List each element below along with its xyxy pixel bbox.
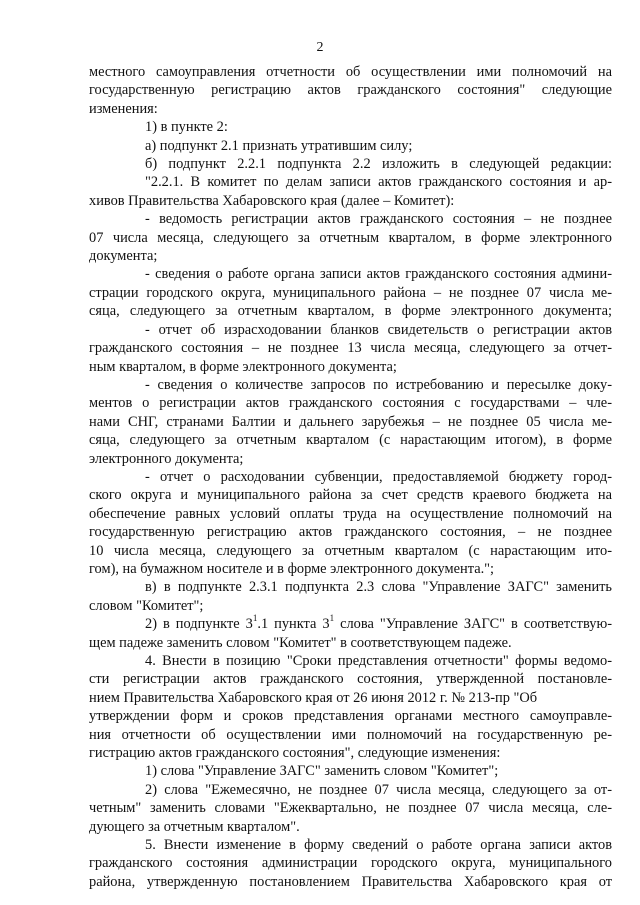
text-line: б) подпункт 2.2.1 подпункта 2.2 изложить в следующей редакции: [145,156,612,173]
superscript: 1 [329,613,335,624]
text-line: сти регистрации актов гражданского состояния, утвержденной постановле- [89,671,612,688]
text-line: документа; [89,248,158,265]
document-body [89,63,612,891]
text-line: государственную регистрацию актов гражданского состояния, – не позднее [89,524,612,541]
text-line: гражданского состояния администрации городского округа, муниципального [89,855,612,872]
text-line: гистрацию актов гражданского состояния", следующие изменения: [89,745,501,762]
text-line: словом "Комитет"; [89,597,204,614]
text-line: щем падеже заменить словом "Комитет" в соответствующем падеже. [89,634,512,651]
text-line: 1) в пункте 2: [145,119,228,136]
text-line: утверждении форм и сроков представления органами местного самоуправле- [89,708,612,725]
text-line: а) подпункт 2.1 признать утратившим силу; [145,137,413,154]
text-line: гом), на бумажном носителе и в форме электронного документа."; [89,560,495,577]
text-line: сяца, следующего за отчетным кварталом (с нарастающим итогом), в форме [89,432,612,449]
text-line: страции городского округа, муниципального района – не позднее 07 числа ме- [89,284,612,301]
superscript: 1 [252,613,258,624]
text-line: дующего за отчетным кварталом". [89,818,300,835]
text-line [89,615,612,633]
text-line: 5. Внести изменение в форму сведений о работе органа записи актов [145,837,612,854]
text-line: - сведения о количестве запросов по истребованию и пересылке доку- [145,376,612,393]
text-line: ментов о регистрации актов гражданского состояния с государствами – чле- [89,395,612,412]
text-fragment: слова "Управление ЗАГС" в соответствую- [334,616,612,633]
text-line: ского округа и муниципального района за счет средств краевого бюджета на [89,487,612,504]
text-line: 1) слова "Управление ЗАГС" заменить словом "Комитет"; [145,763,499,780]
text-line: изменения: [89,100,158,117]
text-line: местного самоуправления отчетности об осуществлении ими полномочий на [89,64,612,80]
text-line: хивов Правительства Хабаровского края (далее – Комитет): [89,192,455,209]
text-line: 07 числа месяца, следующего за отчетным кварталом, в форме электронного [89,229,612,246]
text-line: - отчет о расходовании субвенции, предоставляемой бюджету город- [145,468,612,485]
page-number: 2 [316,40,324,55]
text-line: обеспечение равных условий оплаты труда на осуществление полномочий на [89,505,612,522]
text-line: ным кварталом, в форме электронного документа; [89,358,397,375]
text-line: 4. Внести в позицию "Сроки представления отчетности" формы ведомо- [145,653,612,669]
text-line: гражданского состояния – не позднее 13 числа месяца, следующего за отчет- [89,340,612,357]
text-line: района, утвержденную постановлением Правительства Хабаровского края от [89,873,612,890]
text-fragment: 2) в подпункте 3 [145,616,253,633]
text-line: - сведения о работе органа записи актов гражданского состояния админи- [145,266,612,283]
text-line: - ведомость регистрации актов гражданского состояния – не позднее [145,211,612,228]
text-line: нием Правительства Хабаровского края от 26 июня 2012 г. № 213-пр "Об [89,689,538,706]
text-line: 10 числа месяца, следующего за отчетным кварталом (с нарастающим ито- [89,542,612,559]
text-line: ния отчетности об осуществлении ими полномочий на государственную ре- [89,726,612,743]
text-line: - отчет об израсходовании бланков свидетельств о регистрации актов [145,321,612,338]
text-line: нами СНГ, странами Балтии и дальнего зарубежья – не позднее 05 числа ме- [89,413,612,430]
text-line: четным" заменить словами "Ежеквартально, не позднее 07 числа месяца, сле- [89,800,612,817]
text-fragment: .1 пункта 3 [257,616,330,633]
text-line: сяца, следующего за отчетным кварталом, в форме электронного документа; [89,303,612,320]
text-line: государственную регистрацию актов гражданского состояния" следующие [89,82,612,99]
text-line: в) в подпункте 2.3.1 подпункта 2.3 слова "Управление ЗАГС" заменить [145,579,612,596]
text-line: 2) слова "Ежемесячно, не позднее 07 числа месяца, следующего за от- [145,781,612,798]
text-line: электронного документа; [89,450,244,467]
text-line: "2.2.1. В комитет по делам записи актов гражданского состояния и ар- [145,174,612,191]
